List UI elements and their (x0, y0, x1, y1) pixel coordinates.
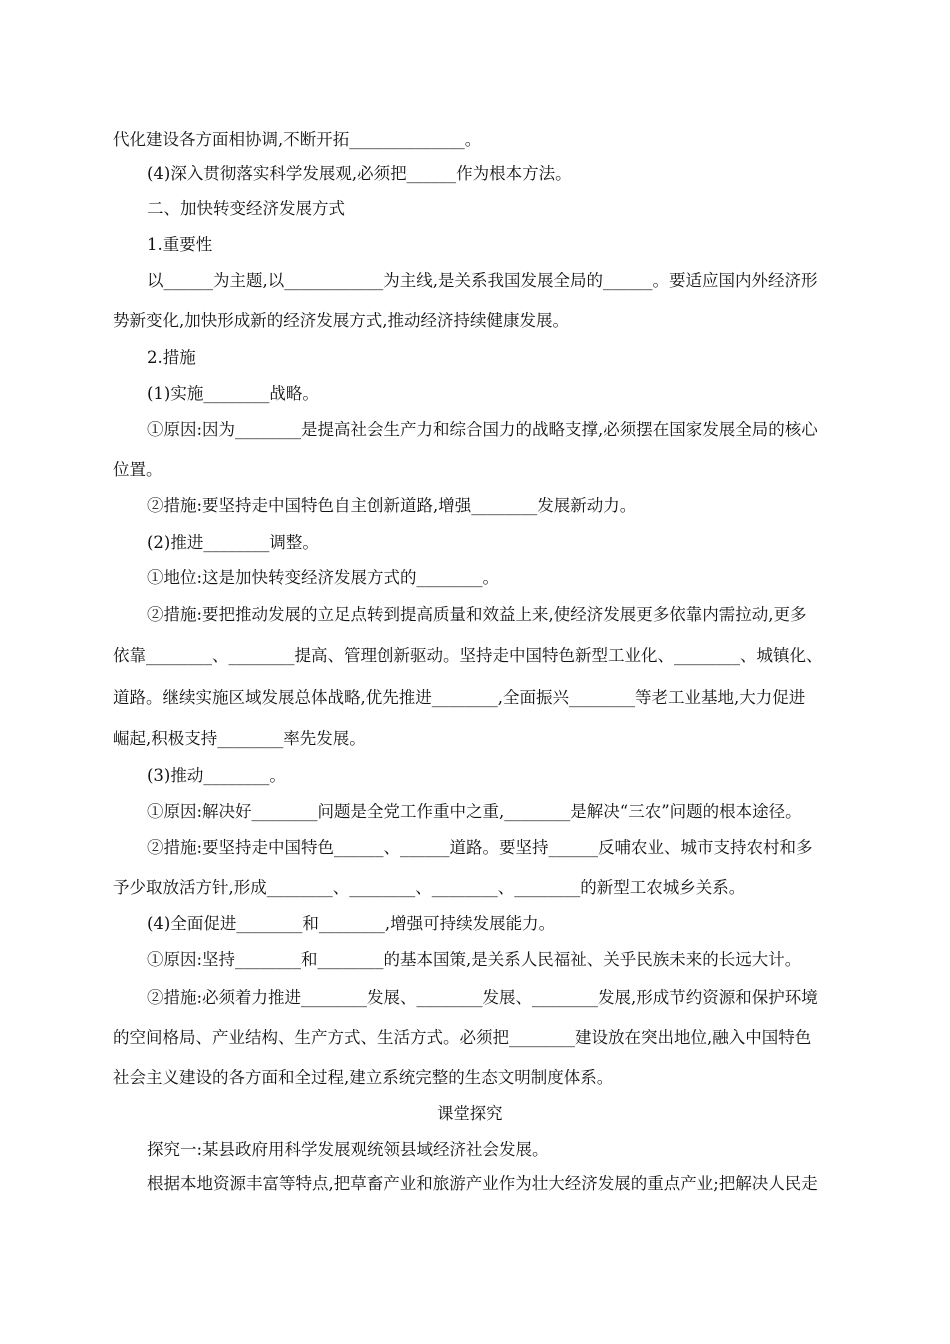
text-line: 探究一:某县政府用科学发展观统领县域经济社会发展。 (147, 1140, 549, 1159)
text-line: 势新变化,加快形成新的经济发展方式,推动经济持续健康发展。 (113, 311, 569, 330)
subsection-heading: 1.重要性 (147, 235, 213, 254)
text-line: 依靠________、________提高、管理创新驱动。坚持走中国特色新型工业化、________、城镇化、 (113, 646, 823, 665)
text-line: ①原因:坚持________和________的基本国策,是关系人民福祉、关乎民族未来的长远大计。 (147, 950, 802, 969)
text-line: (4)全面促进________和________,增强可持续发展能力。 (147, 914, 556, 933)
text-line: ②措施:要把推动发展的立足点转到提高质量和效益上来,使经济发展更多依靠内需拉动,更多 (147, 605, 807, 624)
text-line: (1)实施________战略。 (147, 384, 319, 403)
text-line: 代化建设各方面相协调,不断开拓______________。 (113, 130, 482, 149)
text-line: ①地位:这是加快转变经济发展方式的________。 (147, 568, 500, 587)
text-line: 位置。 (113, 460, 163, 479)
section-title: 课堂探究 (437, 1104, 503, 1123)
text-line: ②措施:要坚持走中国特色______、______道路。要坚持______反哺农业、城市支持农村和多 (147, 838, 813, 857)
text-line: 社会主义建设的各方面和全过程,建立系统完整的生态文明制度体系。 (113, 1068, 614, 1087)
text-line: 的空间格局、产业结构、生产方式、生活方式。必须把________建设放在突出地位,融入中国特色 (113, 1028, 812, 1047)
text-line: ①原因:解决好________问题是全党工作重中之重,________是解决“三农”问题的根本途径。 (147, 802, 802, 821)
subsection-heading: 2.措施 (147, 348, 196, 367)
text-line: 根据本地资源丰富等特点,把草畜产业和旅游产业作为壮大经济发展的重点产业;把解决人民走 (147, 1174, 818, 1193)
text-line: ①原因:因为________是提高社会生产力和综合国力的战略支撑,必须摆在国家发展全局的核心 (147, 420, 818, 439)
text-line: ②措施:要坚持走中国特色自主创新道路,增强________发展新动力。 (147, 496, 637, 515)
text-line: (3)推动________。 (147, 766, 286, 785)
text-line: 予少取放活方针,形成________、________、________、________的新型工农城乡关系。 (113, 878, 746, 897)
section-heading: 二、加快转变经济发展方式 (147, 199, 345, 218)
text-line: (4)深入贯彻落实科学发展观,必须把______作为根本方法。 (147, 164, 572, 183)
text-line: 道路。继续实施区域发展总体战略,优先推进________,全面振兴________等老工业基地,大力促进 (113, 688, 806, 707)
text-line: 以______为主题,以____________为主线,是关系我国发展全局的______。要适应国内外经济形 (147, 271, 818, 290)
text-line: ②措施:必须着力推进________发展、________发展、________发展,形成节约资源和保护环境 (147, 988, 818, 1007)
text-line: (2)推进________调整。 (147, 533, 319, 552)
text-line: 崛起,积极支持________率先发展。 (113, 729, 366, 748)
